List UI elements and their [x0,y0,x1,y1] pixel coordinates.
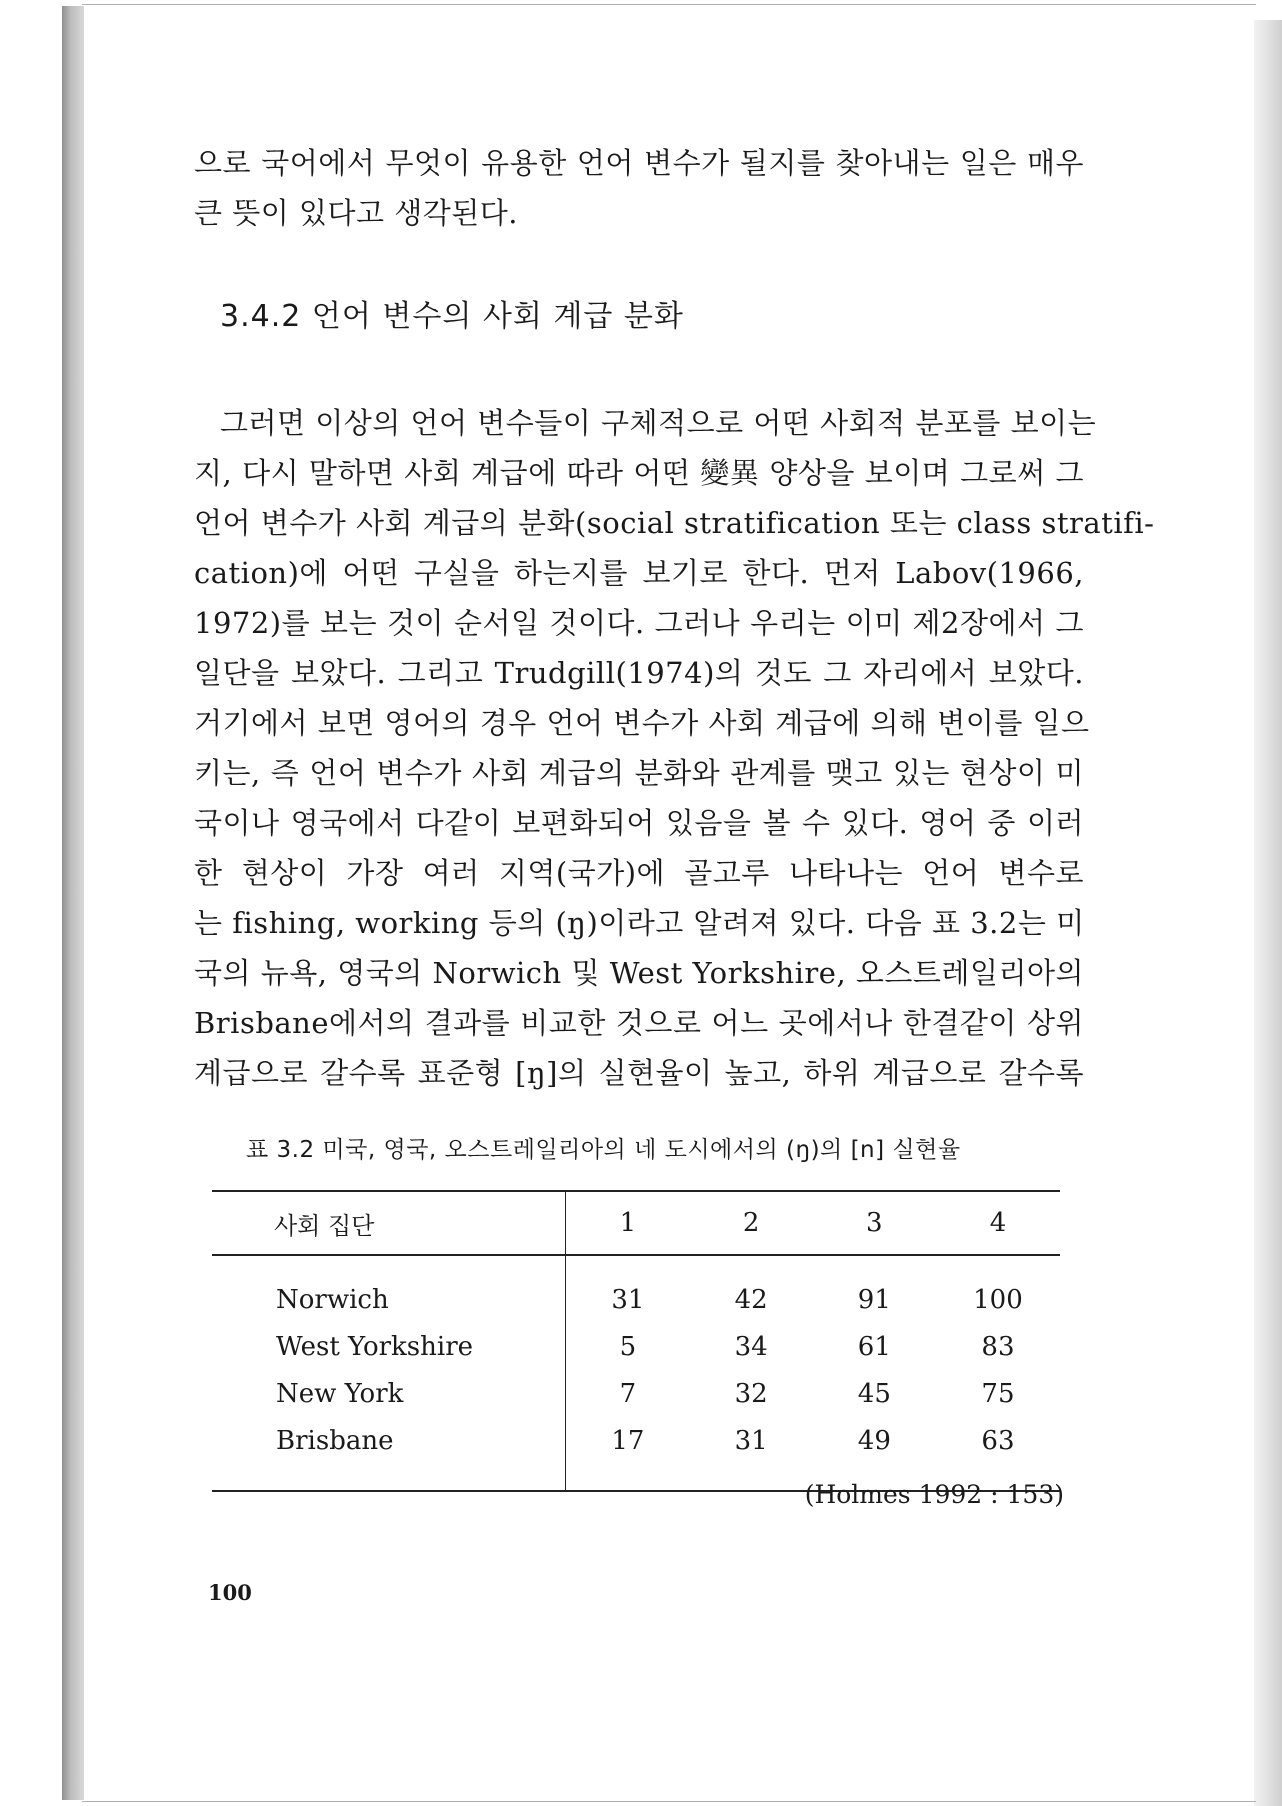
table-row-label: Norwich [212,1255,566,1323]
paragraph-2-line: 언어 변수가 사회 계급의 분화(social stratification 또는 class stratifi- [194,506,1155,540]
table-cell: 42 [734,1284,768,1315]
paragraph-2-line: 1972)를 보는 것이 순서일 것이다. 그러나 우리는 이미 제2장에서 그 [194,606,1084,640]
paragraph-2-line: 는 fishing, working 등의 (ŋ)이라고 알려져 있다. 다음 표 3.2는 미 [194,906,1085,940]
table-row [212,1370,1060,1417]
table-cell: 5 [619,1331,637,1362]
paragraph-2-line: 계급으로 갈수록 표준형 [ŋ]의 실현율이 높고, 하위 계급으로 갈수록 [194,1056,1084,1090]
table-cell: 83 [981,1331,1015,1362]
table-row-label: Brisbane [212,1417,566,1491]
table-cell: 17 [566,1417,690,1491]
table-header-cell: 2 [742,1208,760,1238]
table-cell: 100 [973,1284,1023,1315]
paragraph-1-line: 큰 뜻이 있다고 생각된다. [194,196,519,230]
table-row [212,1255,1060,1323]
table-header-cell: 1 [619,1208,637,1238]
table-caption: 표 3.2 미국, 영국, 오스트레일리아의 네 도시에서의 (ŋ)의 [n] 실현율 [246,1137,961,1163]
table-cell: 49 [813,1417,936,1491]
table-row [212,1323,1060,1370]
table-cell: 61 [857,1331,891,1362]
page-content [194,138,1155,1098]
table-cell: 34 [734,1331,768,1362]
table-cell: 91 [857,1284,891,1315]
paragraph-2-line: 키는, 즉 언어 변수가 사회 계급의 분화와 관계를 맺고 있는 현상이 미 [194,756,1084,790]
paragraph-2 [194,398,1155,1098]
page-edge-left [62,6,84,1800]
paragraph-2-line: 지, 다시 말하면 사회 계급에 따라 어떤 變異 양상을 보이며 그로써 그 [194,456,1084,490]
paragraph-1-line: 으로 국어에서 무엇이 유용한 언어 변수가 될지를 찾아내는 일은 매우 [194,146,1084,180]
table-header-row [212,1191,1060,1255]
table-cell: 31 [611,1284,645,1315]
paragraph-1 [194,138,1084,238]
table-cell: 75 [981,1378,1015,1409]
table-cell: 32 [734,1378,768,1409]
table-header-cell: 4 [989,1208,1007,1238]
table-source: (Holmes 1992 : 153) [804,1480,1064,1509]
paragraph-2-line: cation)에 어떤 구실을 하는지를 보기로 한다. 먼저 Labov(1966, [194,556,1084,590]
data-table [212,1190,1060,1492]
table-row-label: New York [212,1370,566,1417]
table-cell: 45 [857,1378,891,1409]
table-header-group: 사회 집단 [212,1191,566,1255]
table-cell: 31 [690,1417,813,1491]
paragraph-2-line: 한 현상이 가장 여러 지역(국가)에 골고루 나타나는 언어 변수로 [194,856,1084,890]
paragraph-2-line: 국이나 영국에서 다같이 보편화되어 있음을 볼 수 있다. 영어 중 이러 [194,806,1084,840]
section-heading: 3.4.2 언어 변수의 사회 계급 분화 [220,299,684,334]
paragraph-2-line: 그러면 이상의 언어 변수들이 구체적으로 어떤 사회적 분포를 보이는 [220,406,1097,440]
paragraph-2-line: 거기에서 보면 영어의 경우 언어 변수가 사회 계급에 의해 변이를 일으 [194,706,1090,740]
paragraph-2-line: 국의 뉴욕, 영국의 Norwich 및 West Yorkshire, 오스트레일리아의 [194,956,1084,990]
paragraph-2-line: 일단을 보았다. 그리고 Trudgill(1974)의 것도 그 자리에서 보았다. [194,656,1084,690]
page-edge-right [1254,20,1282,1806]
table-cell: 63 [936,1417,1060,1491]
paragraph-2-line: Brisbane에서의 결과를 비교한 것으로 어느 곳에서나 한결같이 상위 [194,1006,1084,1040]
page-number: 100 [208,1580,252,1605]
table-row-label: West Yorkshire [212,1323,566,1370]
table-header-cell: 3 [866,1208,883,1238]
table-cell: 7 [619,1378,637,1409]
